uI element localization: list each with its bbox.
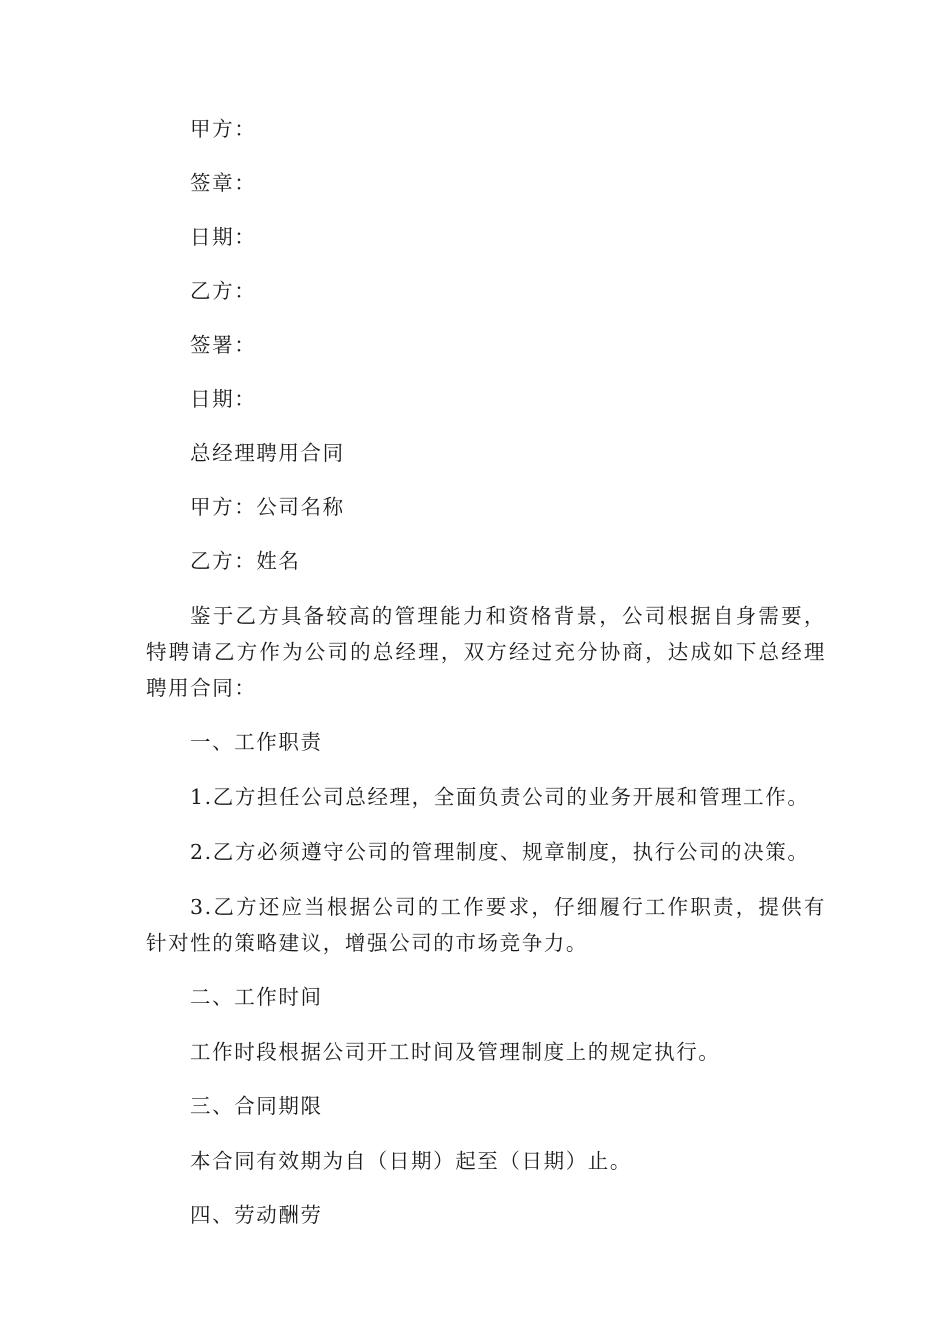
term-item-1: 本合同有效期为自（日期）起至（日期）止。 xyxy=(190,1149,632,1173)
contract-title: 总经理聘用合同 xyxy=(190,441,345,465)
hours-item-1: 工作时段根据公司开工时间及管理制度上的规定执行。 xyxy=(190,1040,721,1064)
section-heading-duties: 一、工作职责 xyxy=(190,730,323,754)
party-a-label: 甲方： xyxy=(190,117,257,141)
seal-label: 签章： xyxy=(190,171,257,195)
contract-preamble: 鉴于乙方具备较高的管理能力和资格背景，公司根据自身需要，特聘请乙方作为公司的总经理，双方经过充分协商，达成如下总经理聘用合同： xyxy=(146,604,826,700)
duties-item-2: 2.乙方必须遵守公司的管理制度、规章制度，执行公司的决策。 xyxy=(190,840,810,864)
contract-party-a: 甲方：公司名称 xyxy=(190,495,345,519)
section-heading-compensation: 四、劳动酬劳 xyxy=(190,1203,323,1227)
section-heading-hours: 二、工作时间 xyxy=(190,985,323,1009)
document-body xyxy=(146,112,826,1233)
contract-party-b: 乙方：姓名 xyxy=(190,549,301,573)
date-a-label: 日期： xyxy=(190,225,257,249)
party-b-label: 乙方： xyxy=(190,279,257,303)
duties-item-3: 3.乙方还应当根据公司的工作要求，仔细履行工作职责，提供有针对性的策略建议，增强公司的市场竞争力。 xyxy=(146,895,826,955)
signature-label: 签署： xyxy=(190,333,257,357)
duties-item-1: 1.乙方担任公司总经理，全面负责公司的业务开展和管理工作。 xyxy=(190,785,810,809)
section-heading-term: 三、合同期限 xyxy=(190,1094,323,1118)
date-b-label: 日期： xyxy=(190,387,257,411)
